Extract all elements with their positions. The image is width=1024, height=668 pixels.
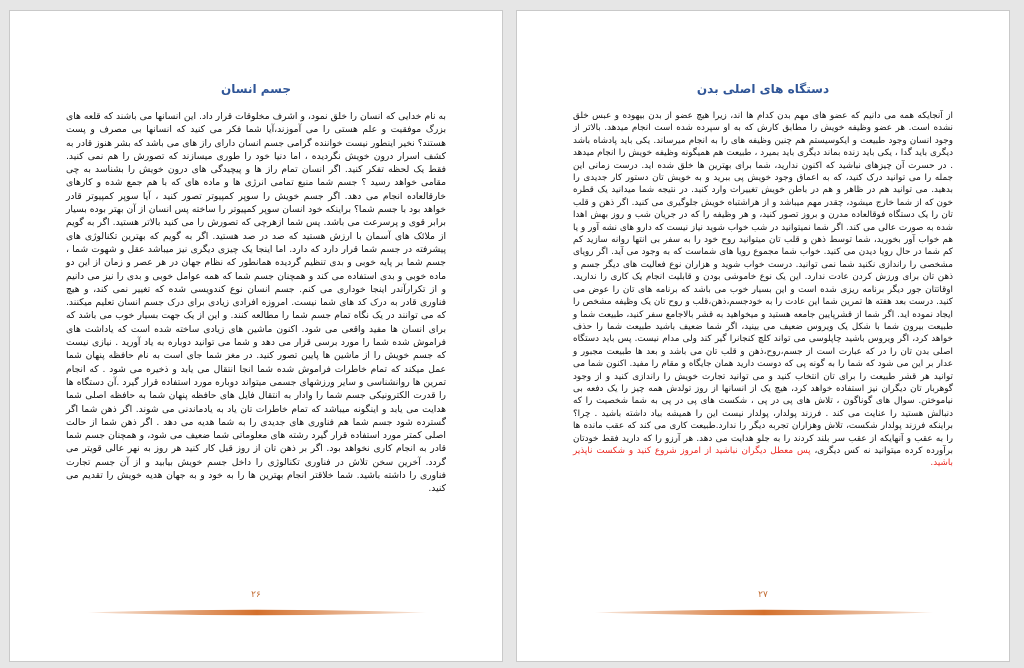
page-number: ۲۷ bbox=[758, 590, 768, 600]
document-page-left bbox=[9, 10, 503, 662]
page-title: جسم انسان bbox=[220, 82, 292, 96]
page-number: ۲۶ bbox=[251, 590, 261, 600]
footer-divider-icon bbox=[595, 607, 933, 618]
document-page-right bbox=[516, 10, 1010, 662]
page-body-text bbox=[573, 110, 953, 470]
page-body-text: به نام خدایی که انسان را خلق نمود، و اشرف مخلوقات قرار داد. این انسانها می باشند که قلعه های بزرگ موفقیت و علم هستی را می آموزند،آیا شما فکر می کنید که انسانها بی مصرف و پست هستند؟ نخیر اینطور نیست خواننده گرامی جسم انسان دارای راز های می باشد که بشر هنوز قادر به کشف اسرار درون خویش نگردیده ، اما دنیا خود را طوری میسازند که تصورش را هم نمی کنید. فقط یک لحظه تفکر کنید. اگر انسان تمام راز ها و پیچیدگی های درون خویش را بشناسد به چی مقامی خواهد رسید ؟ جسم شما منبع تمامی انرژی ها و ماده های که با هم جمع شده و کارهای خارقالعاده انجام می دهد. اگر جسم خویش را سوپر کمپیوتر تصور کنید ، آیا سوپر کمپیوتر قادر خواهد بود با جسم شما؟ براینکه خود انسان سوپر کمپیوتر را ساخته پس انسان از آن بهتر بوده بسیار برابر قوی و پرسرعت می باشد. پس شما ازهرچی که تصورش را می کنید بالاتر هستید. اگر به گویم از ملائک های آسمان با ارزش هستید که صد در صد هستید. اگر به گویم که بهترین تکنالوژی های پیشرفته در جسم شما قرار دارد که دارد. اما اینجا یک چیزی دیگری نیز میباشد عقل و شهوت شما ، جسم شما بر پایه خوبی و بدی تنظیم گردیده همانطور که نظام جهان در هر عصر و زمان از این دو ماده خوبی و بدی استفاده می کند و همچنان جسم شما که همه عوامل خوبی و بدی را نیز می دانیم و از تکرارآندر اینجا خوداری می کنم. جسم انسان نوع کندویسی شده که تغییر نمی کند، و هیچ فناوری قادر به درک کد های شما نیست. امروزه افرادی زیادی برای درک جسم انسان تعلیم میکنند. که می توانند در یک نگاه تمام جسم شما را مطالعه کنند. و این از یک جهت بسیار خوب می باشد که برای انسان ها مفید واقعی می شود. اکنون ماشین های زیادی ساخته شده است که یاداشت های فراموش شده شما را مورد برسی قرار می دهد و شما می توانید دوباره به یاد آورید . نیازی نیست که جسم خویش را از ماشین ها پایین تصور کنید. در مغز شما جای است به نام حافظه پنهان شما عمل میکند که تمام خاطرات فراموش شده شما انجا انتقال می یابد و ذخیره می شود . که انجام تمرین ها روانشناسی و سایر ورزشهای جسمی میتواند دوباره مورد استفاده قرار گیرد .آن دستگاه ها را قدرت الکترونیکی جسم شما را وادار به انتقال فایل های حافظه پنهان شما به حافظه اصلی شما هدایت می یابد و اینگونه میباشد که تمام خاطرات تان یاد به یادماندنی می شوند. اگر ذهن شما اگر گسترده شود جسم شما هم فناوری های جدیدی را به شما هدیه می دهد . اگر ذهن شما از حالت اصلی کمتر مورد استفاده قرار گیرد رشته های معلوماتی شما ضعیف می شود، و همچنان جسم شما قادر به انجام کاری نخواهد بود. اگر بر ذهن تان از روز قبل کار کنید هر روز به نهر عالی قویتر می گردد. آخرین سخن تلاش در فناوری تکنالوژی را داخل جسم خویش بیابید و از آن جسم تجارت فناوری را داشته باشید. شما خلاقتر انجام بهترین ها را به خود و به جهان هدیه خویش را تقدیم می کنید. bbox=[66, 111, 446, 495]
footer-divider-icon bbox=[88, 607, 426, 618]
body-paragraph: از آنجایکه همه می دانیم که عضو های مهم بدن کدام ها اند، زیرا هیچ عضو از بدن بیهوده و عبس خلق نشده است. هر عضو وظیفه خویش را مطابق کارش که به او سپرده شده است انجام میدهد. بالاتر از وجود انسان وجود طبیعت و ایکوسیستم هم چنین وظیفه های را به انجام میرساند. یکی باید پادشاه باشد دیگری باید گدا ، یکی باید زنده بماند دیگری باید بمیرد ، طبیعت هم همیگونه وظیفه خویش را انجام میدهد . در حسرت آن چیزهای نباشید که اکنون ندارید، شما برای بهترین ها خلق شده اید. درست زمانی این جمله را می توانید درک کنید، که به اعماق وجود خویش پی ببرید و به خویش تان دستور کار جدیدی را بدهید. می توانید هم در ظاهر و هم در باطن خویش تغییرات وارد کنید. در نتیجه شما میدانید یک قطره خون که از شما خارج میشود، چقدر مهم میباشد و از هراشتباه خویش جلوگیری می کنید. اگر ذهن و قلب تان را یک دستگاه فوقالعاده مدرن و بروز تصور کنید، و هر وظیفه را که در جریان شب و روز بهش اهدا شده به صورت عالی می کند. اگر شما نمیتوانید در شب خواب شوید نیاز نیست که دارو های نشه آور و یا هم خواب آور بخورید، شما توسط ذهن و قلب تان میتوانید روح خود را به سفر بی انتها روانه سازید کم کم شما در حال رویا دیدن می کنید. خواب شما مجموع رویا های شماست که به وجود می آید. اگر رویای مشخصی را راندازی نکنید شما نمی توانید. درست خواب شوید و هزاران نوع فعالیت های دیگر جسم و ذهن تان برای ورزش کردن عادت ندارد. این یک نوع خاموشی بودن و قابلیت انجام یک کاری را ندارید. اوقاتتان جور دیگر برنامه ریزی شده است و این بسیار خوب می باشد که برنامه های تان را عوض می کنید. درست بعد هفته ها تمرین شما این عادت را به خودجسم،ذهن،قلب و روح تان یک وظیفه مشخص را ایجاد نموده اید. اگر شما از قشرپایین جامعه هستید و میخواهید به قشر بالاجامع سفر کنید، طبیعت شما و طبیعت بیرون شما با شکل یک ویروس ضعیف می بینید، اگر شما ضعیف باشید طبیعت شما را حذف خواهد کرد، اگر ویروس باشید چاپلوسی می تواند کلچ کنجانرا گیر کند ولی مدام نیست. پس باید دستگاه اصلی بدن تان را در که عبارت است از جسم،روح،ذهن و قلب تان می باشد و بعد ها طبیعت مجبور و عدار بر این می شود که شما را به گونه پی که دوست دارید همان جایگاه و مقام را مفید. اکنون شما می توانید هر قشر طبیعت را برای تان انتخاب کنید و می توانید تجارت خویش را راندازی کنید و از وجود گوهربار تان دیگران نیز استفاده خواهد کرد، هیچ یک از انسانها از روز تولدش همه چیز را یک دفعه بی نیاموختن. سوال های گوناگون ، تلاش های پی در پی ، شکست های پی در پی به شما شخصیت را که دنبالش هستید را عنایت می کند . فرزند پولدار، پولدار نیست این را همیشه بیاد داشته باشید . چرا؟ براینکه فرزند پولدار شکست، تلاش وهزاران تجربه دیگر را ندارد.طبیعت کاری می کند که عقب مانده ها را به عقب و آنهایکه از عقب سر بلند کردند را به جلو هدایت می دهد. هر آرزو را که دارید فقط خودتان برآورده کرده میتوانید نه کس دیگری، bbox=[573, 111, 953, 456]
emphasis-sentence: پس معطل دیگران نباشید از امروز شروع کنید و شکست ناپذیر باشید. bbox=[573, 445, 953, 469]
page-title: دستگاه های اصلی بدن bbox=[696, 82, 830, 96]
